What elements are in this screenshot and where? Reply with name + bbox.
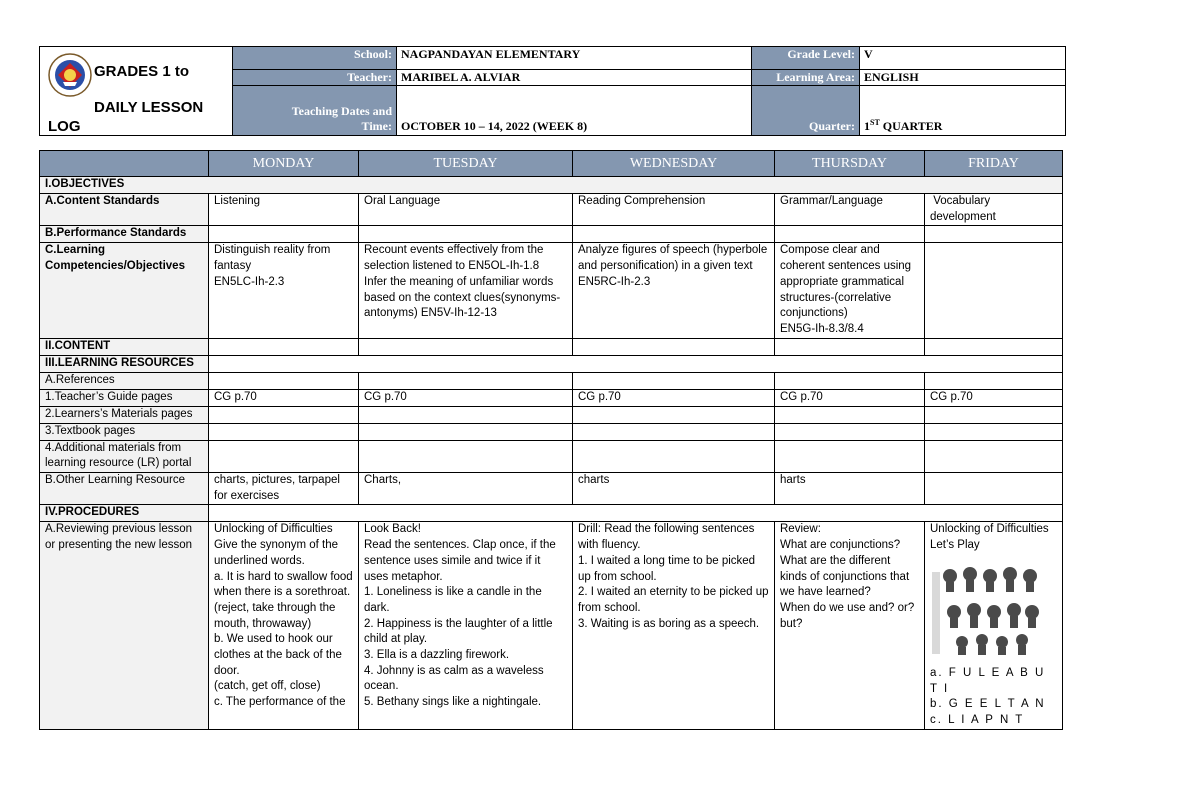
content-standards-label: A.Content Standards — [40, 194, 209, 226]
empty-cell — [775, 372, 925, 389]
empty-cell — [775, 423, 925, 440]
reviewing-line: Drill: Read the following sentences with fluency. — [578, 523, 755, 552]
teachers-guide-mon: CG p.70 — [209, 389, 359, 406]
empty-cell — [359, 226, 573, 243]
day-header-monday: MONDAY — [209, 151, 359, 177]
empty-cell — [925, 440, 1063, 472]
teaching-dates-label-line1: Teaching Dates and — [291, 104, 392, 118]
empty-cell — [925, 226, 1063, 243]
lesson-log-table — [39, 150, 1063, 730]
teacher-label: Teacher: — [233, 70, 397, 86]
reviewing-row — [40, 522, 1063, 729]
scrambled-word: c. L I A P N T — [930, 713, 1025, 726]
objectives-heading: I.OBJECTIVES — [40, 177, 1063, 194]
learning-resources-label: III.LEARNING RESOURCES — [40, 355, 209, 372]
competency-code: EN5G-Ih-8.3/8.4 — [780, 322, 864, 335]
teachers-guide-fri: CG p.70 — [925, 389, 1063, 406]
reviewing-line: 2. Happiness is the laughter of a little child at play. — [364, 617, 553, 646]
header-logo-cell — [40, 47, 233, 136]
school-value: NAGPANDAYAN ELEMENTARY — [397, 47, 752, 70]
reviewing-line: c. The performance of the — [214, 696, 346, 709]
teaching-dates-label — [233, 86, 397, 136]
reviewing-line: 4. Johnny is as calm as a waveless ocean. — [364, 664, 544, 693]
dancing-figures-image — [932, 562, 1044, 658]
other-resources-row — [40, 473, 1063, 505]
empty-cell — [775, 338, 925, 355]
empty-cell — [573, 406, 775, 423]
empty-cell — [775, 440, 925, 472]
references-label: A.References — [40, 372, 209, 389]
reviewing-line: 1. Loneliness is like a candle in the dark. — [364, 586, 542, 614]
deped-seal-icon — [48, 53, 92, 97]
reviewing-thu — [775, 522, 925, 729]
empty-cell — [359, 423, 573, 440]
competency-code: EN5LC-Ih-2.3 — [214, 275, 285, 288]
learning-resources-row — [40, 355, 1063, 372]
teaching-dates-label-line2: Time: — [361, 119, 392, 133]
reviewing-line: Review: — [780, 523, 821, 536]
content-row — [40, 338, 1063, 355]
additional-materials-label: 4.Additional materials from learning resource (LR) portal — [40, 440, 209, 472]
empty-cell — [209, 406, 359, 423]
day-header-row — [40, 151, 1063, 177]
reviewing-line: Read the sentences. Clap once, if the sentence uses simile and twice if it uses metaphor. — [364, 539, 556, 583]
reviewing-line: 5. Bethany sings like a nightingale. — [364, 696, 542, 709]
competencies-thu — [775, 243, 925, 338]
empty-cell — [573, 338, 775, 355]
empty-cell — [209, 505, 1063, 522]
empty-cell — [209, 372, 359, 389]
quarter-suffix: ST — [870, 118, 880, 127]
empty-cell — [925, 423, 1063, 440]
competencies-label: C.Learning Competencies/Objectives — [40, 243, 209, 338]
teachers-guide-tue: CG p.70 — [359, 389, 573, 406]
competencies-tue — [359, 243, 573, 338]
learners-materials-label: 2.Learners’s Materials pages — [40, 406, 209, 423]
scrambled-word: a. F U L E A B U T I — [930, 666, 1046, 695]
competency-text: Recount events effectively from the selection listened to EN5OL-Ih-1.8 — [364, 244, 544, 273]
empty-cell — [209, 423, 359, 440]
reviewing-line: Give the synonym of the underlined words. — [214, 539, 339, 567]
grade-level-label: Grade Level: — [752, 47, 860, 70]
procedures-row — [40, 505, 1063, 522]
scrambled-word: b. G E E L T A N — [930, 698, 1046, 711]
competency-code: EN5RC-Ih-2.3 — [578, 275, 651, 288]
reviewing-mon — [209, 522, 359, 729]
empty-cell — [925, 372, 1063, 389]
other-resources-thu: harts — [775, 473, 925, 505]
empty-cell — [573, 440, 775, 472]
reviewing-line: What are the different kinds of conjunctions that we have learned? — [780, 554, 910, 599]
teachers-guide-row — [40, 389, 1063, 406]
reviewing-fri — [925, 522, 1063, 729]
reviewing-line: Unlocking of Difficulties — [214, 523, 333, 536]
empty-cell — [925, 406, 1063, 423]
empty-cell — [209, 355, 1063, 372]
other-resources-tue: Charts, — [359, 473, 573, 505]
competency-text: Distinguish reality from fantasy — [214, 244, 331, 273]
textbook-label: 3.Textbook pages — [40, 423, 209, 440]
reviewing-line: Unlocking of Difficulties — [930, 523, 1049, 536]
competency-text: Analyze figures of speech (hyperbole and personification) in a given text — [578, 244, 768, 273]
reviewing-line: (reject, take through the mouth, throwaway) — [214, 601, 336, 630]
school-label: School: — [233, 47, 397, 70]
day-header-wednesday: WEDNESDAY — [573, 151, 775, 177]
reviewing-line: Let’s Play — [930, 539, 980, 552]
procedures-label: IV.PROCEDURES — [40, 505, 209, 522]
learning-area-label: Learning Area: — [752, 70, 860, 86]
empty-cell — [573, 423, 775, 440]
reviewing-line: What are conjunctions? — [780, 539, 901, 552]
reviewing-line: 2. I waited an eternity to be picked up from school. — [578, 586, 769, 614]
competencies-row — [40, 243, 1063, 338]
content-standards-thu: Grammar/Language — [775, 194, 925, 226]
empty-cell — [573, 372, 775, 389]
reviewing-line: (catch, get off, close) — [214, 680, 321, 693]
learners-materials-row — [40, 406, 1063, 423]
quarter-value — [860, 86, 1066, 136]
content-standards-row — [40, 194, 1063, 226]
day-header-thursday: THURSDAY — [775, 151, 925, 177]
reviewing-line: 3. Ella is a dazzling firework. — [364, 649, 510, 662]
empty-cell — [925, 338, 1063, 355]
day-header-tuesday: TUESDAY — [359, 151, 573, 177]
reviewing-line: 1. I waited a long time to be picked up from school. — [578, 554, 756, 583]
performance-standards-row — [40, 226, 1063, 243]
reviewing-line: 3. Waiting is as boring as a speech. — [578, 617, 760, 630]
teachers-guide-thu: CG p.70 — [775, 389, 925, 406]
content-label: II.CONTENT — [40, 338, 209, 355]
empty-cell — [573, 226, 775, 243]
empty-cell — [775, 406, 925, 423]
empty-cell — [359, 372, 573, 389]
empty-cell — [209, 338, 359, 355]
content-standards-mon: Listening — [209, 194, 359, 226]
header-table — [39, 46, 1066, 136]
objectives-row — [40, 177, 1063, 194]
content-standards-tue: Oral Language — [359, 194, 573, 226]
day-header-friday: FRIDAY — [925, 151, 1063, 177]
title-log: LOG — [48, 118, 81, 135]
reviewing-line: When do we use and? or? but? — [780, 601, 915, 630]
competencies-wed — [573, 243, 775, 338]
content-standards-wed: Reading Comprehension — [573, 194, 775, 226]
quarter-label: Quarter: — [752, 86, 860, 136]
empty-cell — [359, 440, 573, 472]
competency-text: Compose clear and coherent sentences using appropriate grammatical structures-(correlative conjunctions) — [780, 244, 912, 320]
learning-area-value: ENGLISH — [860, 70, 1066, 86]
competency-text: Infer the meaning of unfamiliar words based on the context clues(synonyms-antonyms) EN5V-Ih-12-13 — [364, 275, 561, 320]
competencies-mon — [209, 243, 359, 338]
empty-cell — [209, 226, 359, 243]
reviewing-line: b. We used to hook our clothes at the back of the door. — [214, 633, 342, 677]
reviewing-wed — [573, 522, 775, 729]
references-row — [40, 372, 1063, 389]
textbook-row — [40, 423, 1063, 440]
reviewing-tue — [359, 522, 573, 729]
teachers-guide-label: 1.Teacher’s Guide pages — [40, 389, 209, 406]
other-resources-fri — [925, 473, 1063, 505]
empty-cell — [209, 440, 359, 472]
empty-cell — [775, 226, 925, 243]
performance-standards-label: B.Performance Standards — [40, 226, 209, 243]
other-resources-label: B.Other Learning Resource — [40, 473, 209, 505]
other-resources-mon: charts, pictures, tarpapel for exercises — [209, 473, 359, 505]
teaching-dates-value: OCTOBER 10 – 14, 2022 (WEEK 8) — [397, 86, 752, 136]
additional-materials-row — [40, 440, 1063, 472]
reviewing-line: a. It is hard to swallow food when there is a sorethroat. — [214, 570, 353, 599]
empty-cell — [925, 243, 1063, 338]
reviewing-line: Look Back! — [364, 523, 421, 536]
grade-level-value: V — [860, 47, 1066, 70]
quarter-word: QUARTER — [879, 119, 943, 133]
empty-cell — [359, 338, 573, 355]
other-resources-wed: charts — [573, 473, 775, 505]
empty-cell — [359, 406, 573, 423]
reviewing-label: A.Reviewing previous lesson or presenting the new lesson — [40, 522, 209, 729]
quarter-number: 1 — [864, 119, 870, 133]
day-header-blank — [40, 151, 209, 177]
title-grades: GRADES 1 to — [94, 63, 190, 80]
teachers-guide-wed: CG p.70 — [573, 389, 775, 406]
title-daily-lesson: DAILY LESSON — [94, 99, 204, 116]
content-standards-fri: Vocabulary development — [925, 194, 1063, 226]
teacher-value: MARIBEL A. ALVIAR — [397, 70, 752, 86]
